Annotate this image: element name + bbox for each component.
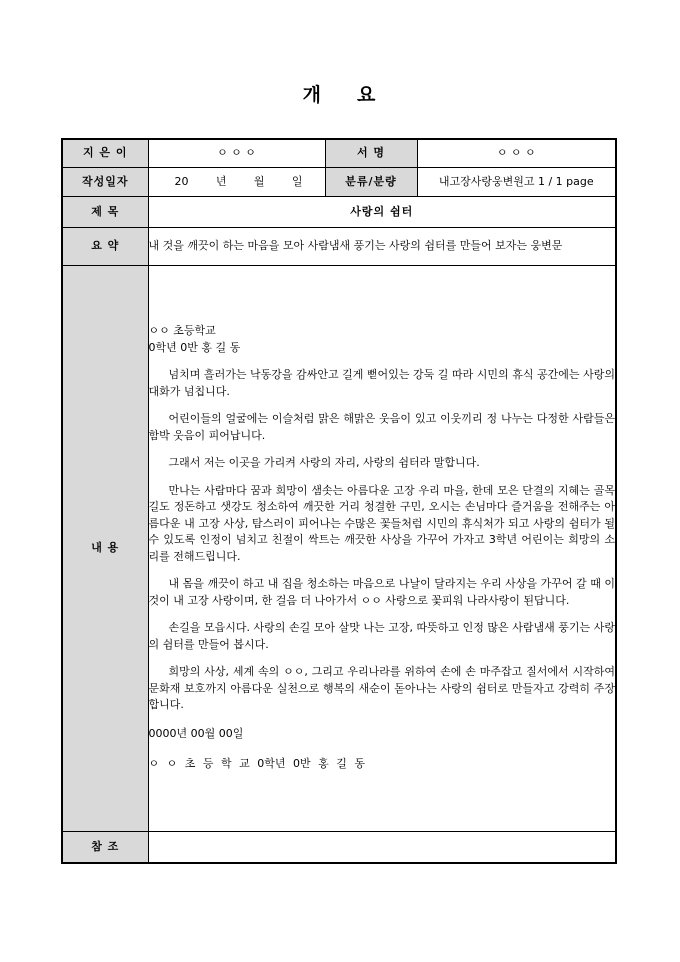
row-subject (62, 196, 616, 227)
row-reference (62, 831, 616, 863)
row-content (62, 265, 616, 831)
content-school: ㅇㅇ 초등학교 (148, 324, 216, 338)
reference-label: 참 조 (62, 831, 148, 863)
overview-form (61, 138, 617, 864)
reference-value (148, 831, 616, 863)
title-char-2: 요 (357, 84, 378, 106)
content-student: 0학년 0반 홍 길 동 (148, 340, 241, 354)
signature-label-text: 서 명 (356, 146, 386, 160)
date-year: 20 (174, 174, 189, 188)
author-label: 지 은 이 (62, 139, 148, 167)
content-paragraph-3: 그래서 저는 이곳을 가리켜 사랑의 자리, 사랑의 쉼터라 말합니다. (168, 456, 480, 470)
row-author (62, 139, 616, 167)
row-summary (62, 227, 616, 265)
summary-label: 요 약 (62, 227, 148, 265)
content-paragraph-1: 넘치며 흘러가는 낙동강을 감싸안고 길게 뻗어있는 강둑 길 따라 시민의 휴식 공간에는 사랑의 대화가 넘칩니다. (148, 368, 615, 398)
content-paragraph-6: 손길을 모읍시다. 사랑의 손길 모아 살맛 나는 고장, 따뜻하고 인정 많은 사람냄새 풍기는 사랑의 쉼터를 만들어 봅시다. (148, 621, 615, 651)
subject-label: 제 목 (62, 196, 148, 227)
content-paragraph-4: 만나는 사람마다 꿈과 희망이 샘솟는 아름다운 고장 우리 마을, 한데 모은 단결의 지혜는 골목길도 정돈하고 샛강도 청소하여 깨끗한 거리 청결한 구민, 오시는 손님마다 즐거움을 전해주는 아름다운 내 고장 사상, 탐스러이 피어나는 수많은 꽃들처럼 시민의 휴식처가 되고 사랑의 쉼터가 될 수 있도록 인정이 넘치고 친절이 싹트는 깨끗한 사상을 가꾸어 가자고 3학년 어린이는 희망의 소리를 전해드립니다. (148, 483, 615, 563)
signature-value: ㅇ ㅇ ㅇ (417, 139, 616, 167)
subject-value: 사랑의 쉼터 (148, 196, 616, 227)
content-date: 0000년 00월 00일 (148, 726, 244, 740)
content-label: 내 용 (62, 265, 148, 831)
content-signature: ㅇ ㅇ 초 등 학 교 0학년 0반 홍 길 동 (148, 757, 365, 771)
date-value (148, 167, 325, 196)
content-paragraph-5: 내 몸을 깨끗이 하고 내 집을 청소하는 마음으로 나날이 달라지는 우리 사상을 가꾸어 갈 때 이것이 내 고장 사랑이며, 한 걸음 더 나아가서 ㅇㅇ 사랑으로 꽃피워 나라사랑이 된답니다. (148, 577, 615, 607)
date-year-unit: 년 (215, 174, 227, 188)
title-char-1: 개 (302, 84, 323, 106)
category-label: 분류/분량 (325, 167, 417, 196)
date-label: 작성일자 (62, 167, 148, 196)
content-body (148, 265, 616, 831)
content-paragraph-2: 어린이들의 얼굴에는 이슬처럼 맑은 해맑은 웃음이 있고 이웃끼리 정 나누는 다정한 사람들은 함박 웃음이 피어납니다. (148, 412, 615, 442)
row-date (62, 167, 616, 196)
date-day-unit: 일 (291, 174, 303, 188)
summary-value: 내 것을 깨끗이 하는 마음을 모아 사람냄새 풍기는 사랑의 쉼터를 만들어 보자는 웅변문 (148, 227, 616, 265)
signature-label (325, 139, 417, 167)
category-value: 내고장사랑웅변원고 1 / 1 page (417, 167, 616, 196)
author-value: ㅇ ㅇ ㅇ (148, 139, 325, 167)
content-paragraph-7: 희망의 사상, 세계 속의 ㅇㅇ, 그리고 우리나라를 위하여 손에 손 마주잡고 질서에서 시작하여 문화재 보호까지 아름다운 실천으로 행복의 새순이 돋아나는 사랑의 쉼터로 만들자고 강력히 주장합니다. (148, 665, 615, 712)
date-month-unit: 월 (253, 174, 265, 188)
document-title (0, 80, 680, 107)
